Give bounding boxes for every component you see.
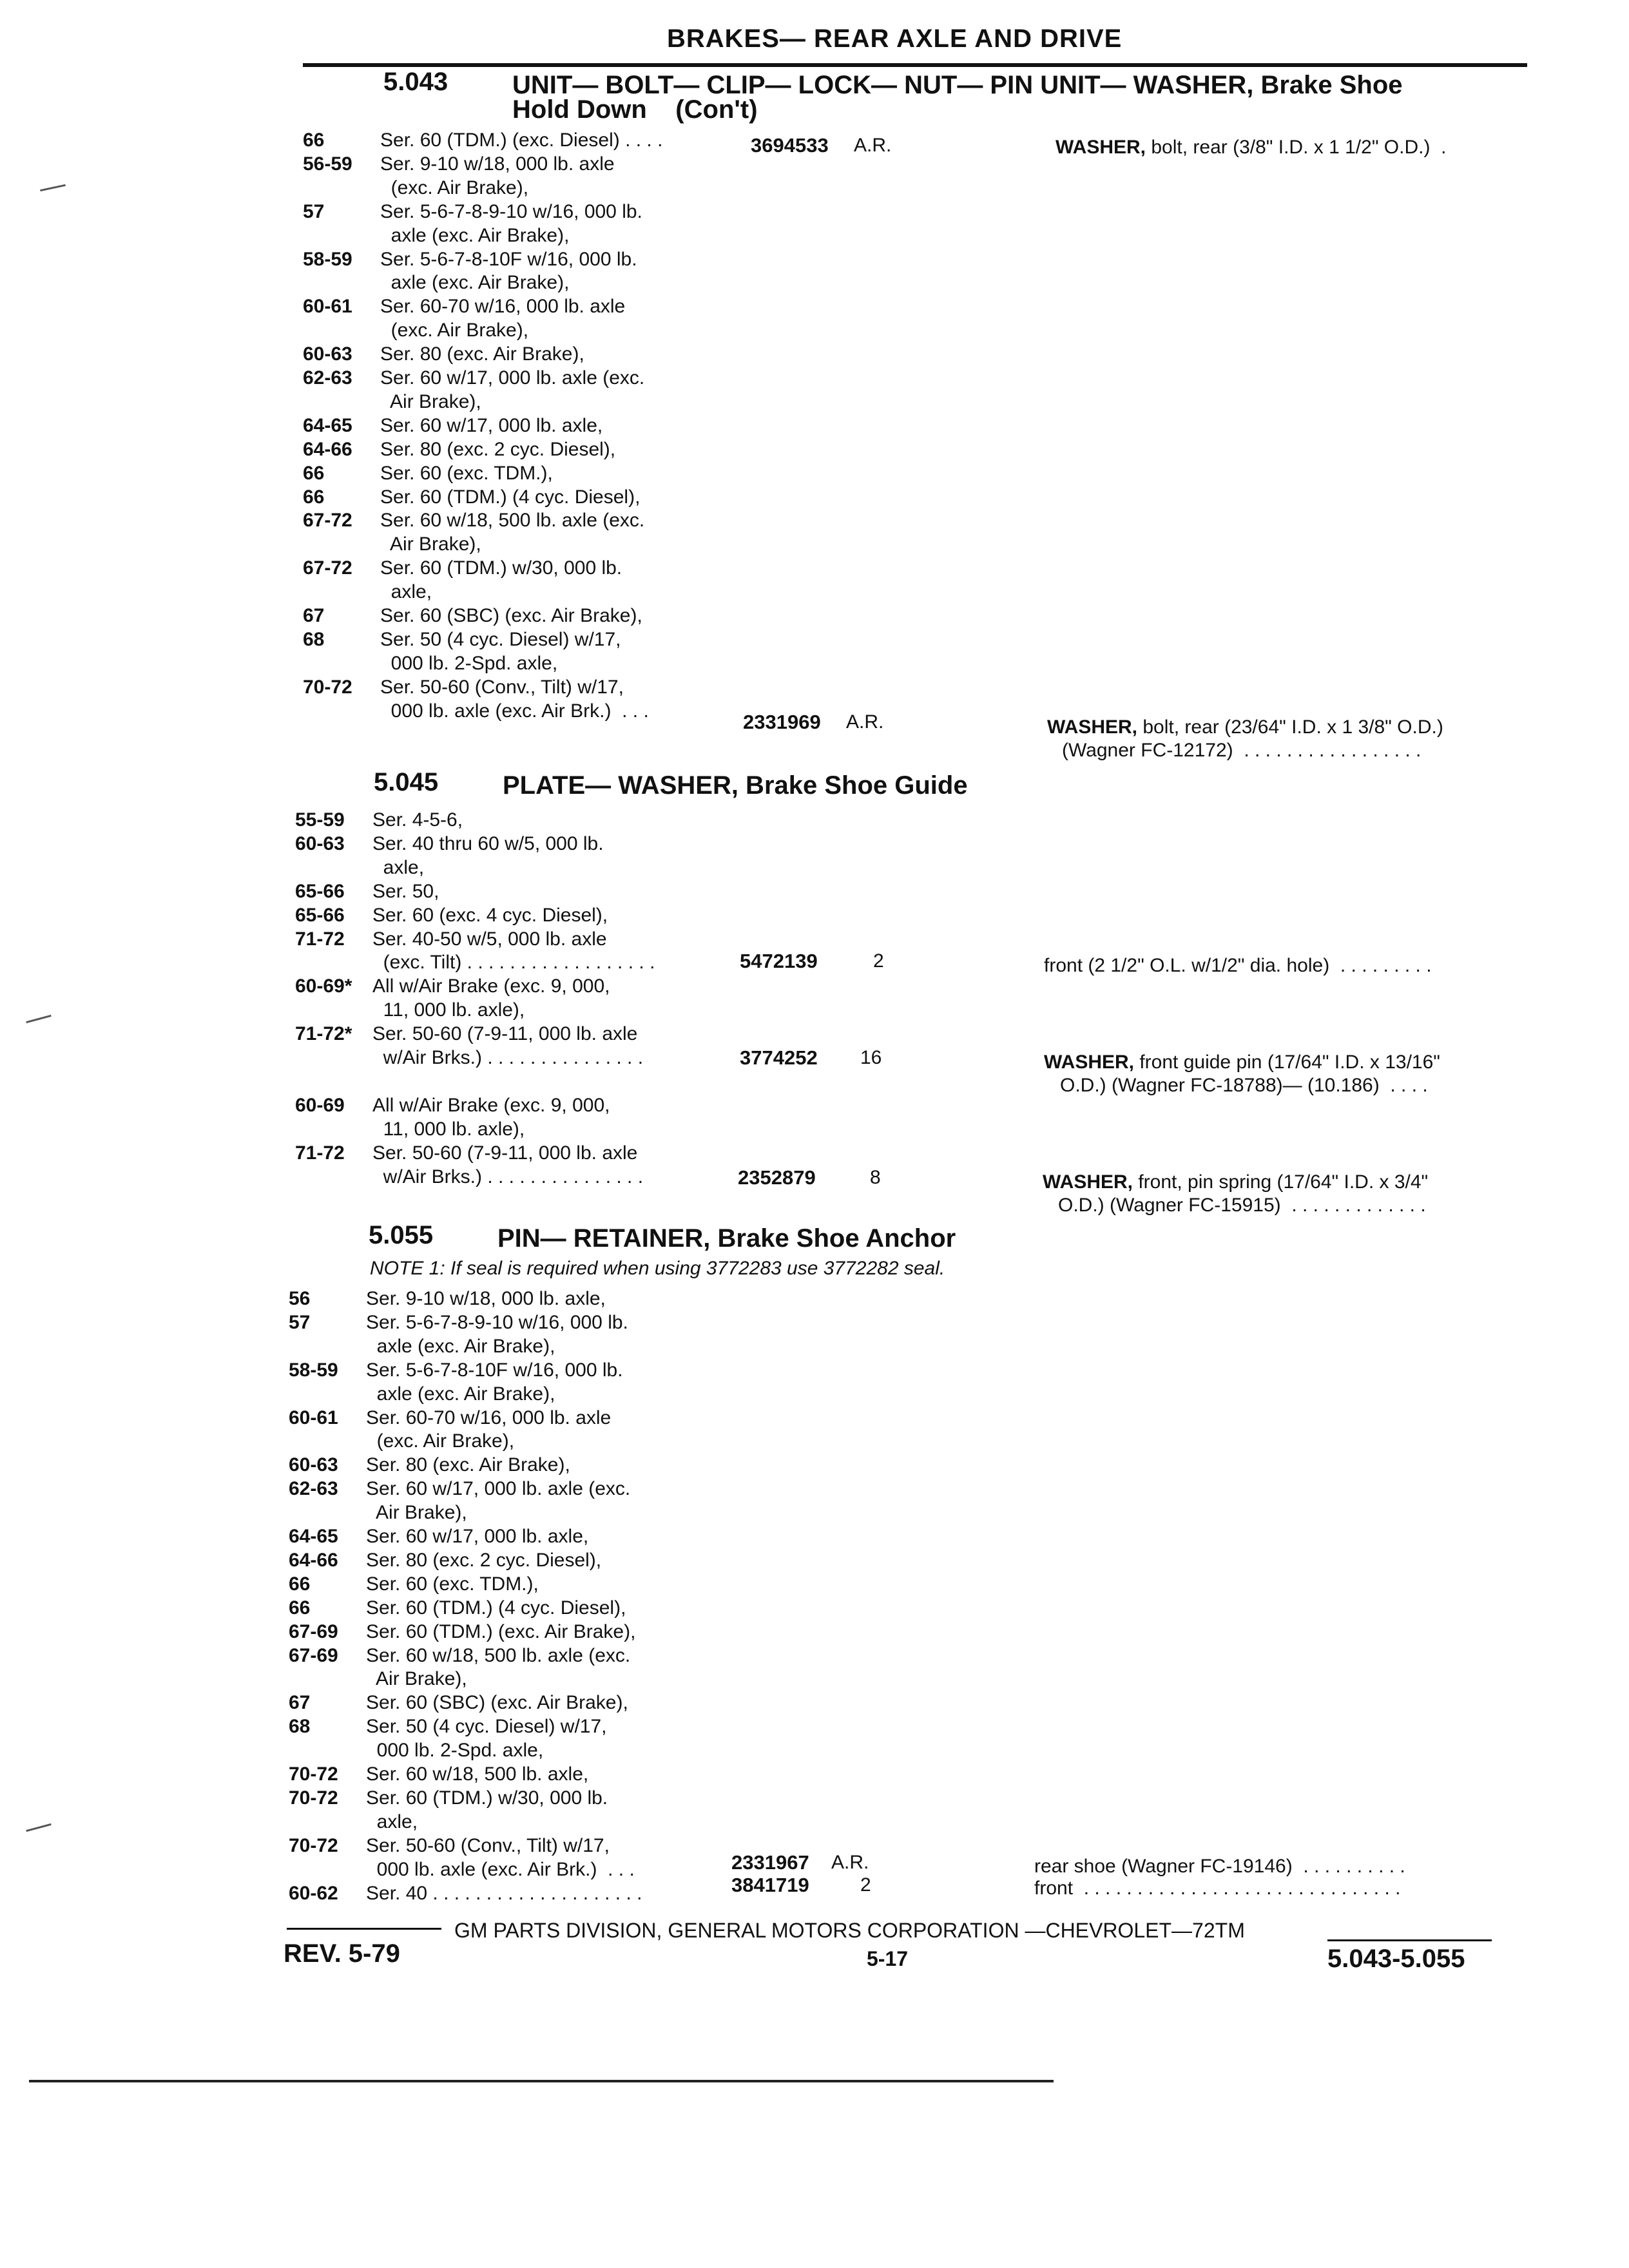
row-year: 57 [303, 200, 325, 222]
row-application: (exc. Tilt) . . . . . . . . . . . . . . . . . . [372, 952, 655, 974]
row-application: Ser. 50 (4 cyc. Diesel) w/17, [366, 1716, 607, 1738]
row-application: Ser. 80 (exc. Air Brake), [380, 343, 584, 365]
row-application: (exc. Air Brake), [366, 1430, 515, 1452]
row-application: Ser. 50-60 (Conv., Tilt) w/17, [366, 1834, 610, 1856]
part-description: rear shoe (Wagner FC-19146) . . . . . . . . . . [1034, 1856, 1405, 1877]
footer-rule-left [287, 1928, 441, 1930]
row-application: Ser. 60 (exc. 4 cyc. Diesel), [372, 904, 608, 926]
row-application: Ser. 60-70 w/16, 000 lb. axle [380, 296, 626, 318]
row-application: Ser. 50-60 (Conv., Tilt) w/17, [380, 676, 624, 698]
part-qty: A.R. [831, 1852, 869, 1873]
row-year: 70-72 [289, 1787, 338, 1809]
row-year: 67 [289, 1692, 311, 1714]
section-5055-note: NOTE 1: If seal is required when using 3772283 use 3772282 seal. [370, 1258, 945, 1279]
row-application: 11, 000 lb. axle), [372, 999, 525, 1021]
row-year: 68 [303, 628, 325, 650]
part-qty: A.R. [846, 711, 884, 733]
part-desc-text: front, pin spring (17/64" I.D. x 3/4" [1133, 1171, 1429, 1193]
row-year: 67 [303, 605, 325, 626]
part-description [1043, 1171, 1428, 1193]
row-application: Air Brake), [380, 533, 481, 555]
row-application: axle (exc. Air Brake), [380, 224, 570, 246]
row-application: Ser. 4-5-6, [372, 809, 463, 831]
row-application: Ser. 60 (TDM.) (exc. Diesel) . . . . [380, 130, 663, 151]
row-application: axle (exc. Air Brake), [366, 1335, 555, 1357]
row-year: 55-59 [295, 809, 345, 831]
row-year: 60-63 [289, 1454, 338, 1476]
row-application: Ser. 50, [372, 880, 439, 902]
part-qty: 2 [873, 950, 884, 972]
row-year: 70-72 [303, 676, 352, 698]
row-application: 000 lb. 2-Spd. axle, [380, 652, 558, 674]
row-year: 65-66 [295, 904, 345, 926]
row-application: axle, [372, 856, 425, 878]
row-year: 67-72 [303, 557, 352, 579]
row-year: 65-66 [295, 880, 345, 902]
row-application: Ser. 60 w/17, 000 lb. axle (exc. [380, 367, 645, 389]
part-description [1044, 955, 1432, 977]
row-year: 64-66 [303, 438, 352, 460]
part-qty: 16 [860, 1047, 882, 1068]
row-application: Ser. 60 w/18, 500 lb. axle, [366, 1763, 589, 1785]
row-year: 64-65 [303, 414, 352, 436]
row-application: Ser. 60 (TDM.) (4 cyc. Diesel), [380, 486, 641, 508]
part-description-2: O.D.) (Wagner FC-15915) . . . . . . . . . . . . . [1058, 1195, 1426, 1216]
part-description [1044, 1052, 1440, 1073]
page-header-title: BRAKES— REAR AXLE AND DRIVE [667, 24, 1123, 53]
row-year: 70-72 [289, 1834, 338, 1856]
row-application: Ser. 60 (exc. TDM.), [380, 462, 553, 484]
row-application: Ser. 60 (exc. TDM.), [366, 1573, 539, 1595]
row-application: Ser. 80 (exc. 2 cyc. Diesel), [380, 438, 616, 460]
row-application: Ser. 60 w/17, 000 lb. axle, [380, 414, 603, 436]
margin-mark [26, 1823, 51, 1832]
row-application: Ser. 80 (exc. 2 cyc. Diesel), [366, 1549, 602, 1571]
row-year: 60-69 [295, 1094, 345, 1116]
part-desc-text: bolt, rear (23/64" I.D. x 1 3/8" O.D.) [1137, 716, 1443, 738]
part-type: WASHER, [1055, 137, 1146, 158]
row-year: 60-61 [303, 296, 352, 318]
row-application: Ser. 9-10 w/18, 000 lb. axle [380, 153, 615, 175]
row-year: 62-63 [303, 367, 352, 389]
row-application: w/Air Brks.) . . . . . . . . . . . . . . . [372, 1166, 644, 1187]
row-year: 66 [289, 1597, 311, 1619]
row-year: 60-63 [303, 343, 352, 365]
section-5045-number: 5.045 [374, 768, 439, 796]
row-year: 56 [289, 1288, 311, 1309]
row-application: Ser. 60 (TDM.) (exc. Air Brake), [366, 1620, 636, 1642]
row-year: 64-65 [289, 1526, 338, 1547]
row-year: 66 [303, 486, 325, 508]
margin-mark [40, 184, 66, 191]
row-year: 68 [289, 1716, 311, 1738]
part-number: 3774252 [740, 1046, 818, 1069]
row-application: Ser. 60 (TDM.) w/30, 000 lb. [380, 557, 622, 579]
row-application: axle (exc. Air Brake), [366, 1383, 555, 1405]
row-year: 58-59 [303, 248, 352, 270]
row-application: w/Air Brks.) . . . . . . . . . . . . . . . [372, 1047, 644, 1068]
part-description: front . . . . . . . . . . . . . . . . . . . . . . . . . . . . . . [1034, 1878, 1401, 1899]
row-year: 62-63 [289, 1478, 338, 1500]
row-application: Ser. 60-70 w/16, 000 lb. axle [366, 1407, 612, 1428]
row-application: 000 lb. axle (exc. Air Brk.) . . . [380, 700, 649, 722]
row-application: Ser. 9-10 w/18, 000 lb. axle, [366, 1288, 606, 1309]
header-rule [303, 63, 1527, 67]
part-number: 3841719 [731, 1874, 809, 1896]
section-5055-title: PIN— RETAINER, Brake Shoe Anchor [497, 1224, 956, 1253]
part-description-2: O.D.) (Wagner FC-18788)— (10.186) . . . . [1060, 1075, 1428, 1096]
row-application: (exc. Air Brake), [380, 177, 529, 198]
row-application: Air Brake), [366, 1668, 467, 1690]
part-number: 3694533 [751, 134, 829, 157]
row-year: 67-69 [289, 1644, 338, 1666]
row-application: Ser. 80 (exc. Air Brake), [366, 1454, 570, 1476]
row-year: 60-62 [289, 1882, 338, 1904]
row-application: (exc. Air Brake), [380, 320, 529, 341]
part-number: 2352879 [738, 1166, 816, 1189]
row-application: Ser. 60 (TDM.) (4 cyc. Diesel), [366, 1597, 626, 1619]
row-application: Ser. 50-60 (7-9-11, 000 lb. axle [372, 1023, 638, 1045]
row-application: Ser. 50-60 (7-9-11, 000 lb. axle [372, 1142, 638, 1164]
row-year: 57 [289, 1311, 311, 1333]
row-application: Ser. 40-50 w/5, 000 lb. axle [372, 928, 607, 950]
part-desc-text: bolt, rear (3/8" I.D. x 1 1/2" O.D.) . [1146, 137, 1447, 158]
section-5055-number: 5.055 [369, 1221, 434, 1249]
row-application: axle (exc. Air Brake), [380, 272, 570, 294]
part-number: 2331969 [743, 711, 821, 733]
row-application: All w/Air Brake (exc. 9, 000, [372, 1094, 610, 1116]
row-application: Ser. 40 . . . . . . . . . . . . . . . . . . . . [366, 1882, 642, 1904]
row-year: 56-59 [303, 153, 352, 175]
section-5043-title: UNIT— BOLT— CLIP— LOCK— NUT— PIN UNIT— WASHER, Brake Shoe [512, 71, 1403, 99]
footer-revision: REV. 5-79 [284, 1939, 400, 1968]
part-description [1055, 137, 1446, 159]
footer-page-number: 5-17 [867, 1947, 909, 1970]
row-application: Ser. 5-6-7-8-10F w/16, 000 lb. [380, 248, 637, 270]
row-application: axle, [366, 1811, 418, 1832]
row-application: 11, 000 lb. axle), [372, 1118, 525, 1140]
row-application: Ser. 5-6-7-8-10F w/16, 000 lb. [366, 1359, 623, 1381]
row-year: 67-72 [303, 510, 352, 532]
part-qty: A.R. [854, 135, 892, 156]
part-type: WASHER, [1043, 1171, 1133, 1193]
section-5045-title: PLATE— WASHER, Brake Shoe Guide [503, 771, 968, 800]
row-application: Ser. 60 (TDM.) w/30, 000 lb. [366, 1787, 608, 1809]
row-application: Ser. 5-6-7-8-9-10 w/16, 000 lb. [380, 200, 642, 222]
row-year: 58-59 [289, 1359, 338, 1381]
row-application: Ser. 50 (4 cyc. Diesel) w/17, [380, 628, 621, 650]
part-type: WASHER, [1047, 716, 1138, 738]
part-number: 5472139 [740, 950, 818, 972]
row-application: Air Brake), [366, 1502, 467, 1524]
part-number: 2331967 [731, 1851, 809, 1874]
footer-section-code: 5.043-5.055 [1327, 1945, 1465, 1973]
row-application: Ser. 60 w/17, 000 lb. axle (exc. [366, 1478, 631, 1500]
margin-mark [26, 1015, 51, 1023]
section-5043-title-2: Hold Down (Con't) [512, 95, 758, 124]
row-application: Ser. 60 (SBC) (exc. Air Brake), [366, 1692, 628, 1714]
row-year: 60-61 [289, 1407, 338, 1428]
row-year: 71-72* [295, 1023, 352, 1045]
row-application: All w/Air Brake (exc. 9, 000, [372, 975, 610, 997]
part-type: WASHER, [1044, 1052, 1135, 1073]
row-application: axle, [380, 581, 432, 603]
section-5043-number: 5.043 [383, 68, 448, 96]
row-application: Ser. 60 (SBC) (exc. Air Brake), [380, 605, 642, 626]
row-year: 66 [289, 1573, 311, 1595]
row-year: 66 [303, 130, 325, 151]
part-desc-text: front (2 1/2" O.L. w/1/2" dia. hole) . . . . . . . . . [1044, 955, 1432, 976]
row-application: Ser. 40 thru 60 w/5, 000 lb. [372, 832, 604, 854]
row-application: Air Brake), [380, 390, 481, 412]
row-year: 70-72 [289, 1763, 338, 1785]
part-qty: 2 [860, 1874, 871, 1896]
footer-corporation: GM PARTS DIVISION, GENERAL MOTORS CORPORATION —CHEVROLET—72TM [454, 1919, 1245, 1942]
row-application: Ser. 5-6-7-8-9-10 w/16, 000 lb. [366, 1311, 628, 1333]
part-description-2: (Wagner FC-12172) . . . . . . . . . . . . . . . . . [1062, 740, 1422, 761]
row-year: 60-69* [295, 975, 352, 997]
scan-edge-line [29, 2080, 1054, 2082]
row-application: 000 lb. axle (exc. Air Brk.) . . . [366, 1858, 635, 1880]
row-application: Ser. 60 w/17, 000 lb. axle, [366, 1526, 589, 1547]
row-year: 60-63 [295, 832, 345, 854]
row-year: 71-72 [295, 928, 345, 950]
row-year: 71-72 [295, 1142, 345, 1164]
row-year: 67-69 [289, 1620, 338, 1642]
row-application: 000 lb. 2-Spd. axle, [366, 1740, 544, 1762]
row-application: Ser. 60 w/18, 500 lb. axle (exc. [380, 510, 645, 532]
part-description [1047, 716, 1443, 738]
row-year: 66 [303, 462, 325, 484]
footer-rule-right [1327, 1939, 1492, 1941]
part-desc-text: front guide pin (17/64" I.D. x 13/16" [1134, 1052, 1440, 1073]
part-qty: 8 [870, 1167, 881, 1188]
row-application: Ser. 60 w/18, 500 lb. axle (exc. [366, 1644, 631, 1666]
row-year: 64-66 [289, 1549, 338, 1571]
